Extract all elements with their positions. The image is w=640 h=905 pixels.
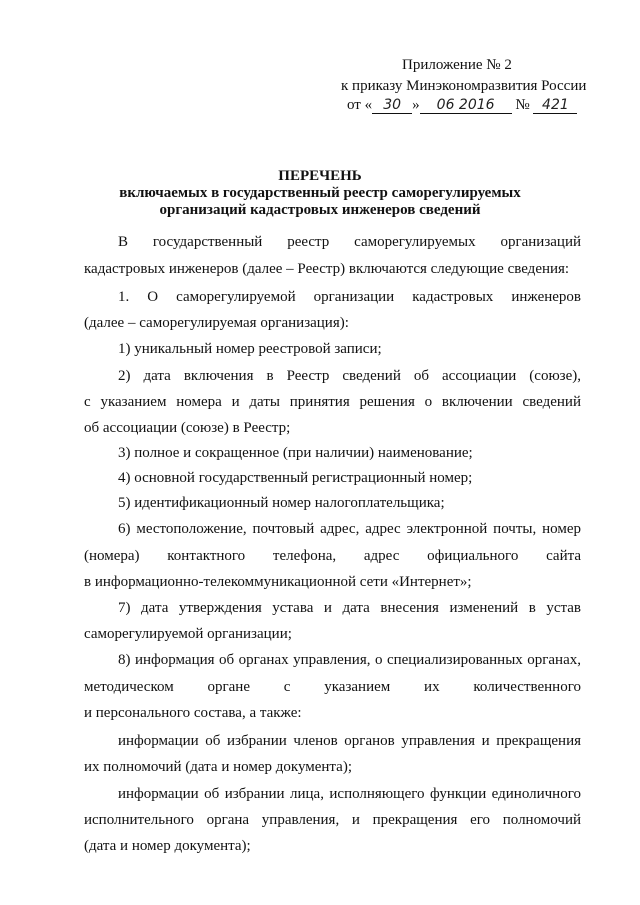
- number-prefix: №: [515, 97, 530, 113]
- body-line: саморегулируемой организации;: [84, 626, 292, 642]
- document-subtitle-line-2: организаций кадастровых инженеров сведений: [159, 202, 481, 218]
- date-mid: »: [412, 97, 420, 113]
- order-date-number: [347, 96, 640, 115]
- order-number-handwritten: 421: [533, 98, 577, 114]
- body-line: об ассоциации (союзе) в Реестр;: [84, 420, 291, 436]
- body-line: их полномочий (дата и номер документа);: [84, 759, 352, 775]
- body-line: и персонального состава, а также:: [84, 705, 302, 721]
- list-item: 3) полное и сокращенное (при наличии) наименование;: [118, 445, 473, 461]
- list-item: 5) идентификационный номер налогоплательщика;: [118, 495, 445, 511]
- list-item: 7) дата утверждения устава и дата внесения изменений в устав: [118, 600, 581, 616]
- body-line: кадастровых инженеров (далее – Реестр) включаются следующие сведения:: [84, 261, 570, 277]
- list-item: 1) уникальный номер реестровой записи;: [118, 341, 382, 357]
- list-item: 6) местоположение, почтовый адрес, адрес электронной почты, номер: [118, 521, 581, 537]
- body-line: методическом органе с указанием их количественного: [84, 679, 581, 695]
- body-line: (далее – саморегулируемая организация):: [84, 315, 349, 331]
- body-line: исполнительного органа управления, и прекращения его полномочий: [84, 812, 581, 828]
- date-day-handwritten: 30: [372, 98, 412, 114]
- body-line: (дата и номер документа);: [84, 838, 251, 854]
- document-title: ПЕРЕЧЕНЬ: [278, 168, 362, 184]
- list-item: 8) информация об органах управления, о специализированных органах,: [118, 652, 581, 668]
- date-prefix: от «: [347, 97, 373, 113]
- order-reference: к приказу Минэкономразвития России: [341, 78, 587, 94]
- list-item: 4) основной государственный регистрационный номер;: [118, 470, 473, 486]
- body-line: с указанием номера и даты принятия решения о включении сведений: [84, 394, 581, 410]
- body-line: в информационно-телекоммуникационной сети «Интернет»;: [84, 574, 472, 590]
- body-line: информации об избрании лица, исполняющего функции единоличного: [118, 786, 581, 802]
- document-subtitle-line-1: включаемых в государственный реестр саморегулируемых: [119, 185, 521, 201]
- list-item: 2) дата включения в Реестр сведений об ассоциации (союзе),: [118, 368, 581, 384]
- date-month-year-handwritten: 06 2016: [420, 98, 512, 114]
- body-line: (номера) контактного телефона, адрес официального сайта: [84, 548, 581, 564]
- body-line: В государственный реестр саморегулируемых организаций: [118, 234, 581, 250]
- appendix-label: Приложение № 2: [402, 57, 512, 73]
- body-line: информации об избрании членов органов управления и прекращения: [118, 733, 581, 749]
- body-line: 1. О саморегулируемой организации кадастровых инженеров: [118, 289, 581, 305]
